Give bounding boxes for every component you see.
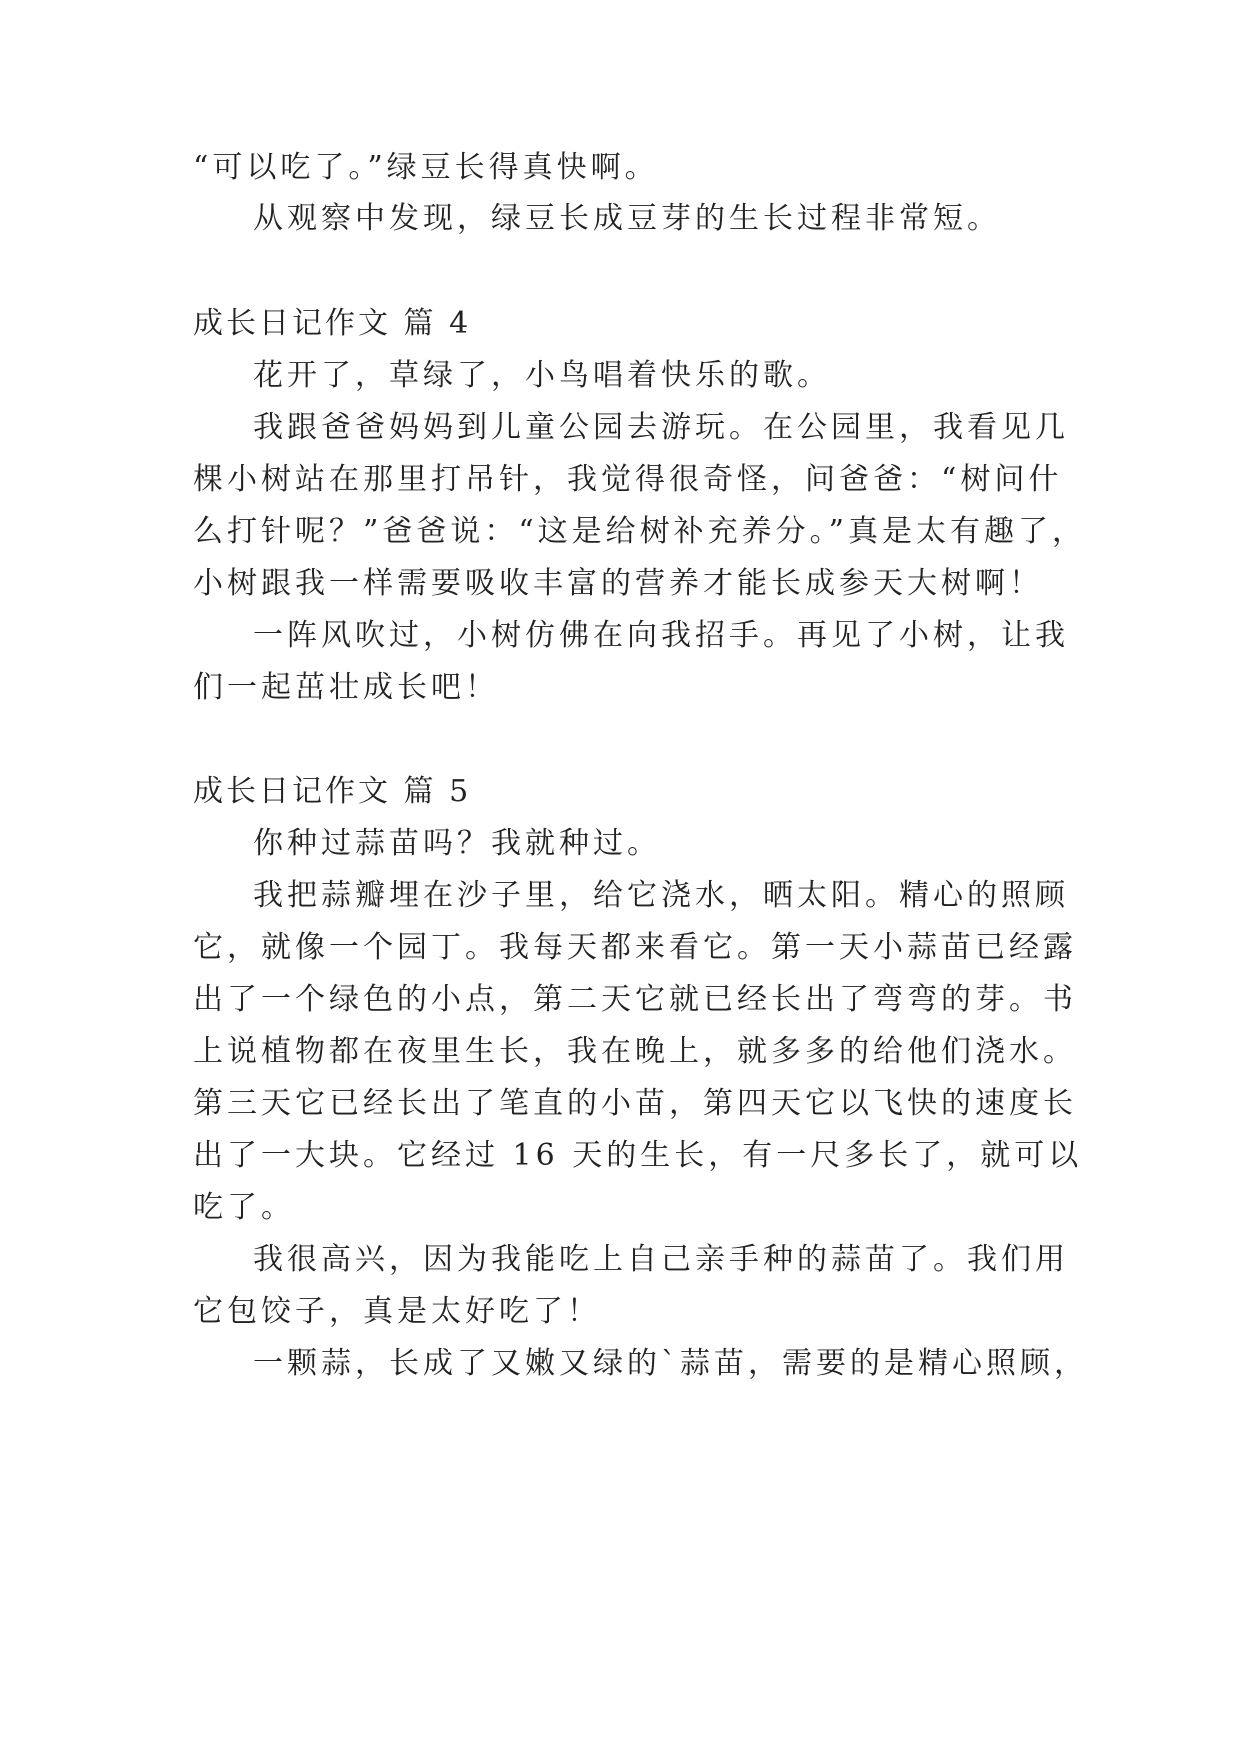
text-line-5: 棵小树站在那里打吊针，我觉得很奇怪，问爸爸：“树问什	[193, 462, 1063, 497]
text-line-10: 你种过蒜苗吗？我就种过。	[253, 826, 661, 861]
text-line-11: 我把蒜瓣埋在沙子里，给它浇水，晒太阳。精心的照顾	[253, 878, 1069, 913]
text-line-20: 一颗蒜，长成了又嫩又绿的`蒜苗，需要的是精心照顾，	[253, 1346, 1088, 1381]
text-line-18: 我很高兴，因为我能吃上自己亲手种的蒜苗了。我们用	[253, 1242, 1069, 1277]
text-line-4: 我跟爸爸妈妈到儿童公园去游玩。在公园里，我看见几	[253, 410, 1069, 445]
text-line-1: “可以吃了。”绿豆长得真快啊。	[193, 150, 659, 185]
section-heading-4: 成长日记作文 篇 4	[193, 306, 472, 341]
section-heading-5: 成长日记作文 篇 5	[193, 774, 472, 809]
text-line-9: 们一起茁壮成长吧！	[193, 670, 499, 705]
text-line-13: 出了一个绿色的小点，第二天它就已经长出了弯弯的芽。书	[193, 982, 1077, 1017]
text-line-16: 出了一大块。它经过 16 天的生长，有一尺多长了，就可以	[193, 1138, 1083, 1173]
text-line-12: 它，就像一个园丁。我每天都来看它。第一天小蒜苗已经露	[193, 930, 1077, 965]
text-line-14: 上说植物都在夜里生长，我在晚上，就多多的给他们浇水。	[193, 1034, 1077, 1069]
text-line-2: 从观察中发现，绿豆长成豆芽的生长过程非常短。	[253, 201, 1001, 236]
text-line-6: 么打针呢？”爸爸说：“这是给树补充养分。”真是太有趣了，	[193, 514, 1087, 549]
text-line-15: 第三天它已经长出了笔直的小苗，第四天它以飞快的速度长	[193, 1086, 1077, 1121]
text-line-8: 一阵风吹过，小树仿佛在向我招手。再见了小树，让我	[253, 618, 1069, 653]
text-line-3: 花开了，草绿了，小鸟唱着快乐的歌。	[253, 358, 831, 393]
text-line-17: 吃了。	[193, 1190, 295, 1225]
text-line-7: 小树跟我一样需要吸收丰富的营养才能长成参天大树啊！	[193, 566, 1043, 601]
text-line-19: 它包饺子，真是太好吃了！	[193, 1294, 601, 1329]
